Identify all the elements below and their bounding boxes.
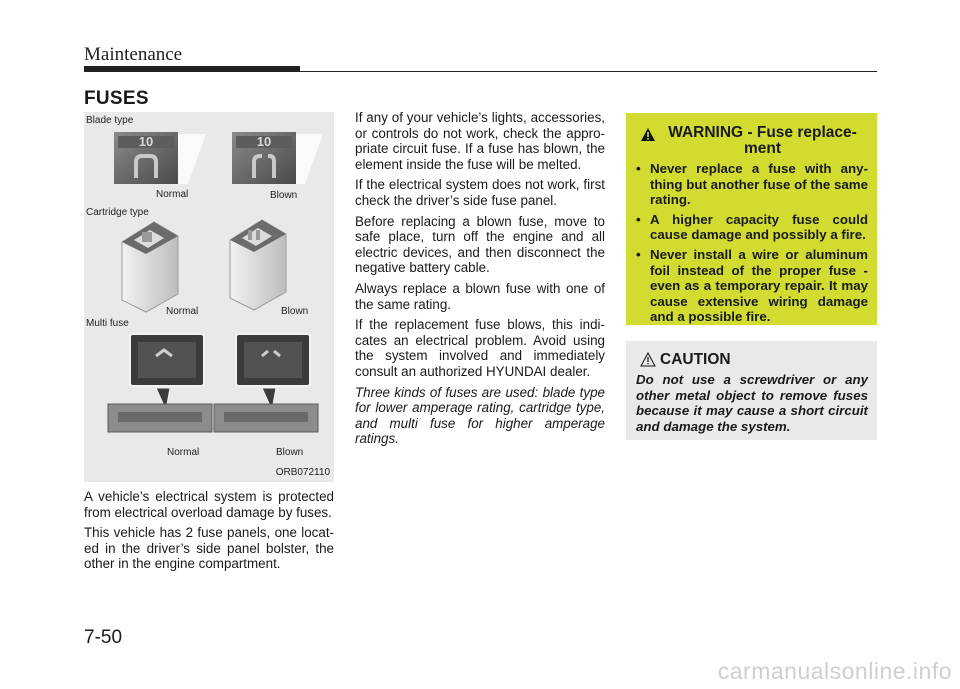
bullet: • bbox=[636, 246, 641, 262]
paragraph: A vehicle’s electrical system is protected from electrical overload damage by fuses. bbox=[84, 489, 334, 520]
header-bar bbox=[84, 66, 300, 72]
paragraph: This vehicle has 2 fuse panels, one locat-ed in the driver’s side panel bolster, the other in the engine compartment. bbox=[84, 525, 334, 572]
fuse-rating-normal: 10 bbox=[138, 134, 154, 149]
label-cartridge-normal: Normal bbox=[166, 306, 199, 317]
label-multi-fuse: Multi fuse bbox=[86, 318, 129, 329]
warning-item-text: A higher capacity fuse could cause damage and possibly a fire. bbox=[650, 211, 868, 243]
fuse-rating-blown: 10 bbox=[256, 134, 272, 149]
caution-icon bbox=[640, 352, 656, 367]
fuse-drawing bbox=[84, 112, 334, 482]
caution-title: CAUTION bbox=[660, 351, 731, 368]
cartridge-fuse-blown bbox=[230, 220, 286, 310]
blade-fuse-normal bbox=[114, 132, 206, 184]
multi-fuse-normal bbox=[108, 334, 212, 432]
warning-item-text: Never replace a fuse with any-thing but another fuse of the same rating. bbox=[650, 161, 868, 208]
label-blade-normal: Normal bbox=[156, 189, 189, 200]
label-blade-blown: Blown bbox=[270, 190, 298, 201]
label-cartridge-type: Cartridge type bbox=[86, 207, 149, 218]
middle-column-text bbox=[355, 110, 605, 452]
watermark: carmanualsonline.info bbox=[717, 658, 952, 684]
section-title: FUSES bbox=[84, 88, 149, 109]
warning-box bbox=[626, 113, 877, 325]
warning-item-text: Never install a wire or aluminum foil instead of the proper fuse - even as a temporary repair. It may cause extensive wiring damage and a possible fire. bbox=[650, 246, 868, 325]
running-header: Maintenance bbox=[84, 44, 183, 65]
label-multi-normal: Normal bbox=[167, 447, 200, 458]
fuse-illustration bbox=[84, 112, 334, 482]
figure-code: ORB072110 bbox=[275, 467, 330, 478]
page-number: 7-50 bbox=[84, 627, 123, 648]
paragraph: If the replacement fuse blows, this indi-cates an electrical problem. Avoid using the system involved and immediately consult an authorized HYUNDAI dealer. bbox=[355, 317, 605, 379]
label-blade-type: Blade type bbox=[86, 115, 134, 126]
multi-fuse-blown bbox=[214, 334, 318, 432]
paragraph: If any of your vehicle’s lights, accessories, or controls do not work, check the appro-priate circuit fuse. If a fuse has blown, the element inside the fuse will be melted. bbox=[355, 110, 605, 172]
warning-title: WARNING - Fuse replace-ment bbox=[668, 124, 857, 157]
warning-list bbox=[636, 161, 868, 329]
bullet: • bbox=[636, 211, 641, 227]
paragraph: Before replacing a blown fuse, move to safe place, turn off the engine and all electric devices, and then disconnect the negative battery cable. bbox=[355, 213, 605, 276]
header-rule bbox=[300, 71, 877, 72]
warning-item bbox=[636, 212, 868, 243]
warning-icon bbox=[640, 127, 656, 142]
paragraph: If the electrical system does not work, first check the driver’s side fuse panel. bbox=[355, 177, 605, 208]
warning-item bbox=[636, 247, 868, 325]
caution-text: Do not use a screwdriver or any other metal object to remove fuses because it may cause a short circuit and damage the system. bbox=[636, 372, 868, 434]
paragraph-italic: Three kinds of fuses are used: blade type for lower amperage rating, cartridge type, and multi fuse for higher amperage ratings. bbox=[355, 384, 605, 447]
warning-item bbox=[636, 161, 868, 208]
bullet: • bbox=[636, 161, 641, 176]
label-cartridge-blown: Blown bbox=[281, 306, 309, 317]
caution-box bbox=[626, 341, 877, 440]
left-column-text bbox=[84, 489, 334, 577]
paragraph: Always replace a blown fuse with one of the same rating. bbox=[355, 280, 605, 312]
cartridge-fuse-normal bbox=[122, 222, 178, 312]
blade-fuse-blown bbox=[232, 132, 323, 184]
label-multi-blown: Blown bbox=[276, 447, 304, 458]
